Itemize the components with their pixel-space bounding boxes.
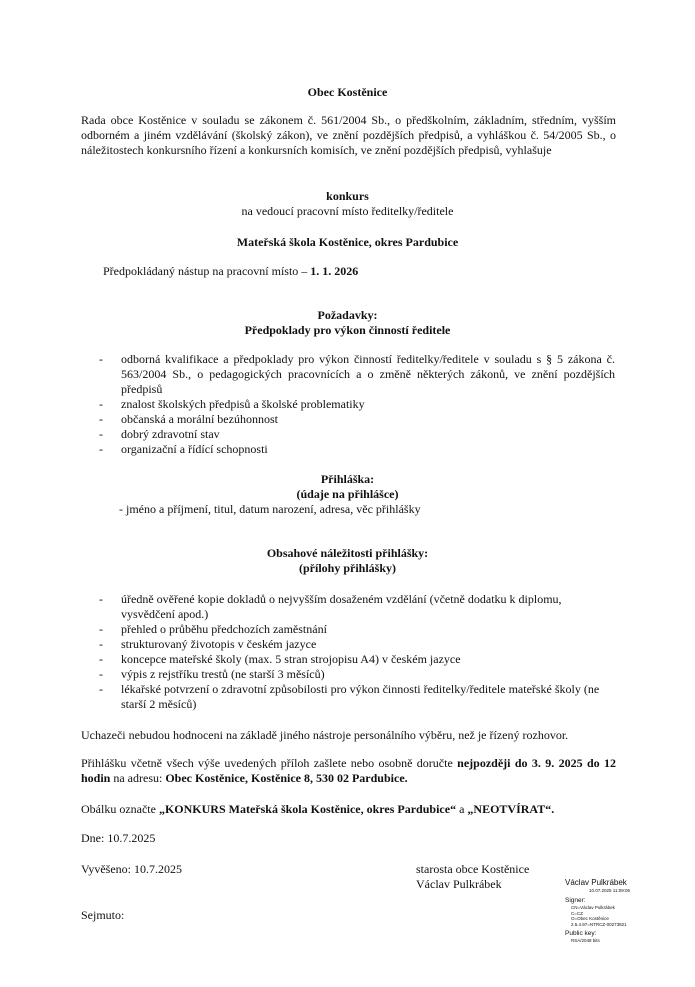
signer-organization: O=Obec Kostěnice xyxy=(571,916,609,922)
signer-label: Signer: xyxy=(565,897,586,904)
public-key-value: RSA/2048 bits xyxy=(571,938,600,944)
application-heading: Přihláška: xyxy=(320,472,375,486)
list-item: - strukturovaný životopis v českém jazyce xyxy=(103,637,615,652)
application-detail: - jméno a příjmení, titul, datum narození, adresa, věc přihlášky xyxy=(119,502,421,516)
digital-signature-block xyxy=(565,878,675,944)
delivery-text-1: Přihlášku včetně všech výše uvedených příloh zašlete nebo osobně doručte xyxy=(81,756,458,770)
attachments-heading: Obsahové náležitosti přihlášky: xyxy=(266,546,429,560)
list-item: - koncepce mateřské školy (max. 5 stran strojopisu A4) v českém jazyce xyxy=(103,652,615,667)
start-date-line xyxy=(103,264,358,279)
announcement-subheading: na vedoucí pracovní místo ředitelky/ředitele xyxy=(241,204,454,218)
start-date-value: 1. 1. 2026 xyxy=(310,264,359,278)
delivery-address: Obec Kostěnice, Kostěnice 8, 530 02 Pardubice. xyxy=(165,771,408,785)
envelope-label-2: „NEOTVÍRAT“. xyxy=(467,802,555,816)
delivery-paragraph xyxy=(81,756,616,786)
document-date: Dne: 10.7.2025 xyxy=(81,831,156,845)
public-key-label: Public key: xyxy=(565,930,597,938)
list-item: - lékařské potvrzení o zdravotní způsobilosti pro výkon činnosti ředitelky/ředitele mateřské školy (ne starší 2 měsíců) xyxy=(103,682,615,712)
mayor-title: starosta obce Kostěnice xyxy=(416,862,530,876)
requirements-list xyxy=(103,352,615,457)
list-item: - přehled o průběhu předchozích zaměstnání xyxy=(103,622,615,637)
announcement-heading: konkurs xyxy=(326,189,369,203)
intro-paragraph: Rada obce Kostěnice v souladu se zákonem č. 561/2004 Sb., o předškolním, základním, středním, vyšším odborném a jiném vzdělávání (školský zákon), ve znění pozdějších předpisů, a vyhláškou č. 54/2005 Sb., o náležitostech konkursního řízení a konkursních komisích, ve znění pozdějších předpisů, vyhlašuje xyxy=(81,113,616,157)
envelope-instructions xyxy=(81,802,554,817)
list-item: - občanská a morální bezúhonnost xyxy=(103,412,615,427)
signer-country: C=CZ xyxy=(571,910,583,916)
envelope-text-1: Obálku označte xyxy=(81,802,159,816)
signature-name: Václav Pulkrábek xyxy=(565,878,627,887)
signature-timestamp: 10.07.2025 11:09:06 xyxy=(589,888,630,893)
mayor-name: Václav Pulkrábek xyxy=(416,877,502,891)
page-title: Obec Kostěnice xyxy=(307,85,388,99)
evaluation-note: Uchazeči nebudou hodnoceni na základě jiného nástroje personálního výběru, než je řízený rozhovor. xyxy=(81,728,569,742)
start-date-label: Předpokládaný nástup na pracovní místo – xyxy=(103,264,311,278)
signer-cn: CN=Václav Pulkrábek xyxy=(571,905,615,910)
delivery-text-2: na adresu: xyxy=(110,771,166,785)
posted-date: Vyvěšeno: 10.7.2025 xyxy=(81,862,182,876)
attachments-list xyxy=(103,592,615,712)
removed-date: Sejmuto: xyxy=(81,908,125,922)
list-item: - odborná kvalifikace a předpoklady pro výkon činností ředitelky/ředitele v souladu s § 5 zákona č. 563/2004 Sb., o pedagogických pracovnících a o změně některých zákonů, ve znění pozdějších předpisů xyxy=(103,352,615,397)
list-item: - dobrý zdravotní stav xyxy=(103,427,615,442)
requirements-heading: Požadavky: xyxy=(317,308,378,322)
school-name: Mateřská škola Kostěnice, okres Pardubice xyxy=(236,235,459,249)
envelope-text-2: a xyxy=(456,802,468,816)
list-item: - znalost školských předpisů a školské problematiky xyxy=(103,397,615,412)
list-item: - úředně ověřené kopie dokladů o nejvyšším dosaženém vzdělání (včetně dodatku k diplomu, vysvědčení apod.) xyxy=(103,592,615,622)
list-item: - výpis z rejstříku trestů (ne starší 3 měsíců) xyxy=(103,667,615,682)
requirements-subheading: Předpoklady pro výkon činností ředitele xyxy=(244,323,451,337)
envelope-label-1: „KONKURS Mateřská škola Kostěnice, okres Pardubice“ xyxy=(158,802,457,816)
delivery-deadline: nejpozději do 3. 9. 2025 do 12 hodin xyxy=(81,756,616,785)
signer-id: 2.5.4.97=NTRCZ-00273821 xyxy=(571,921,627,927)
application-subheading: (údaje na přihlášce) xyxy=(296,487,399,501)
attachments-subheading: (přílohy přihlášky) xyxy=(298,561,397,575)
list-item: - organizační a řídící schopnosti xyxy=(103,442,615,457)
